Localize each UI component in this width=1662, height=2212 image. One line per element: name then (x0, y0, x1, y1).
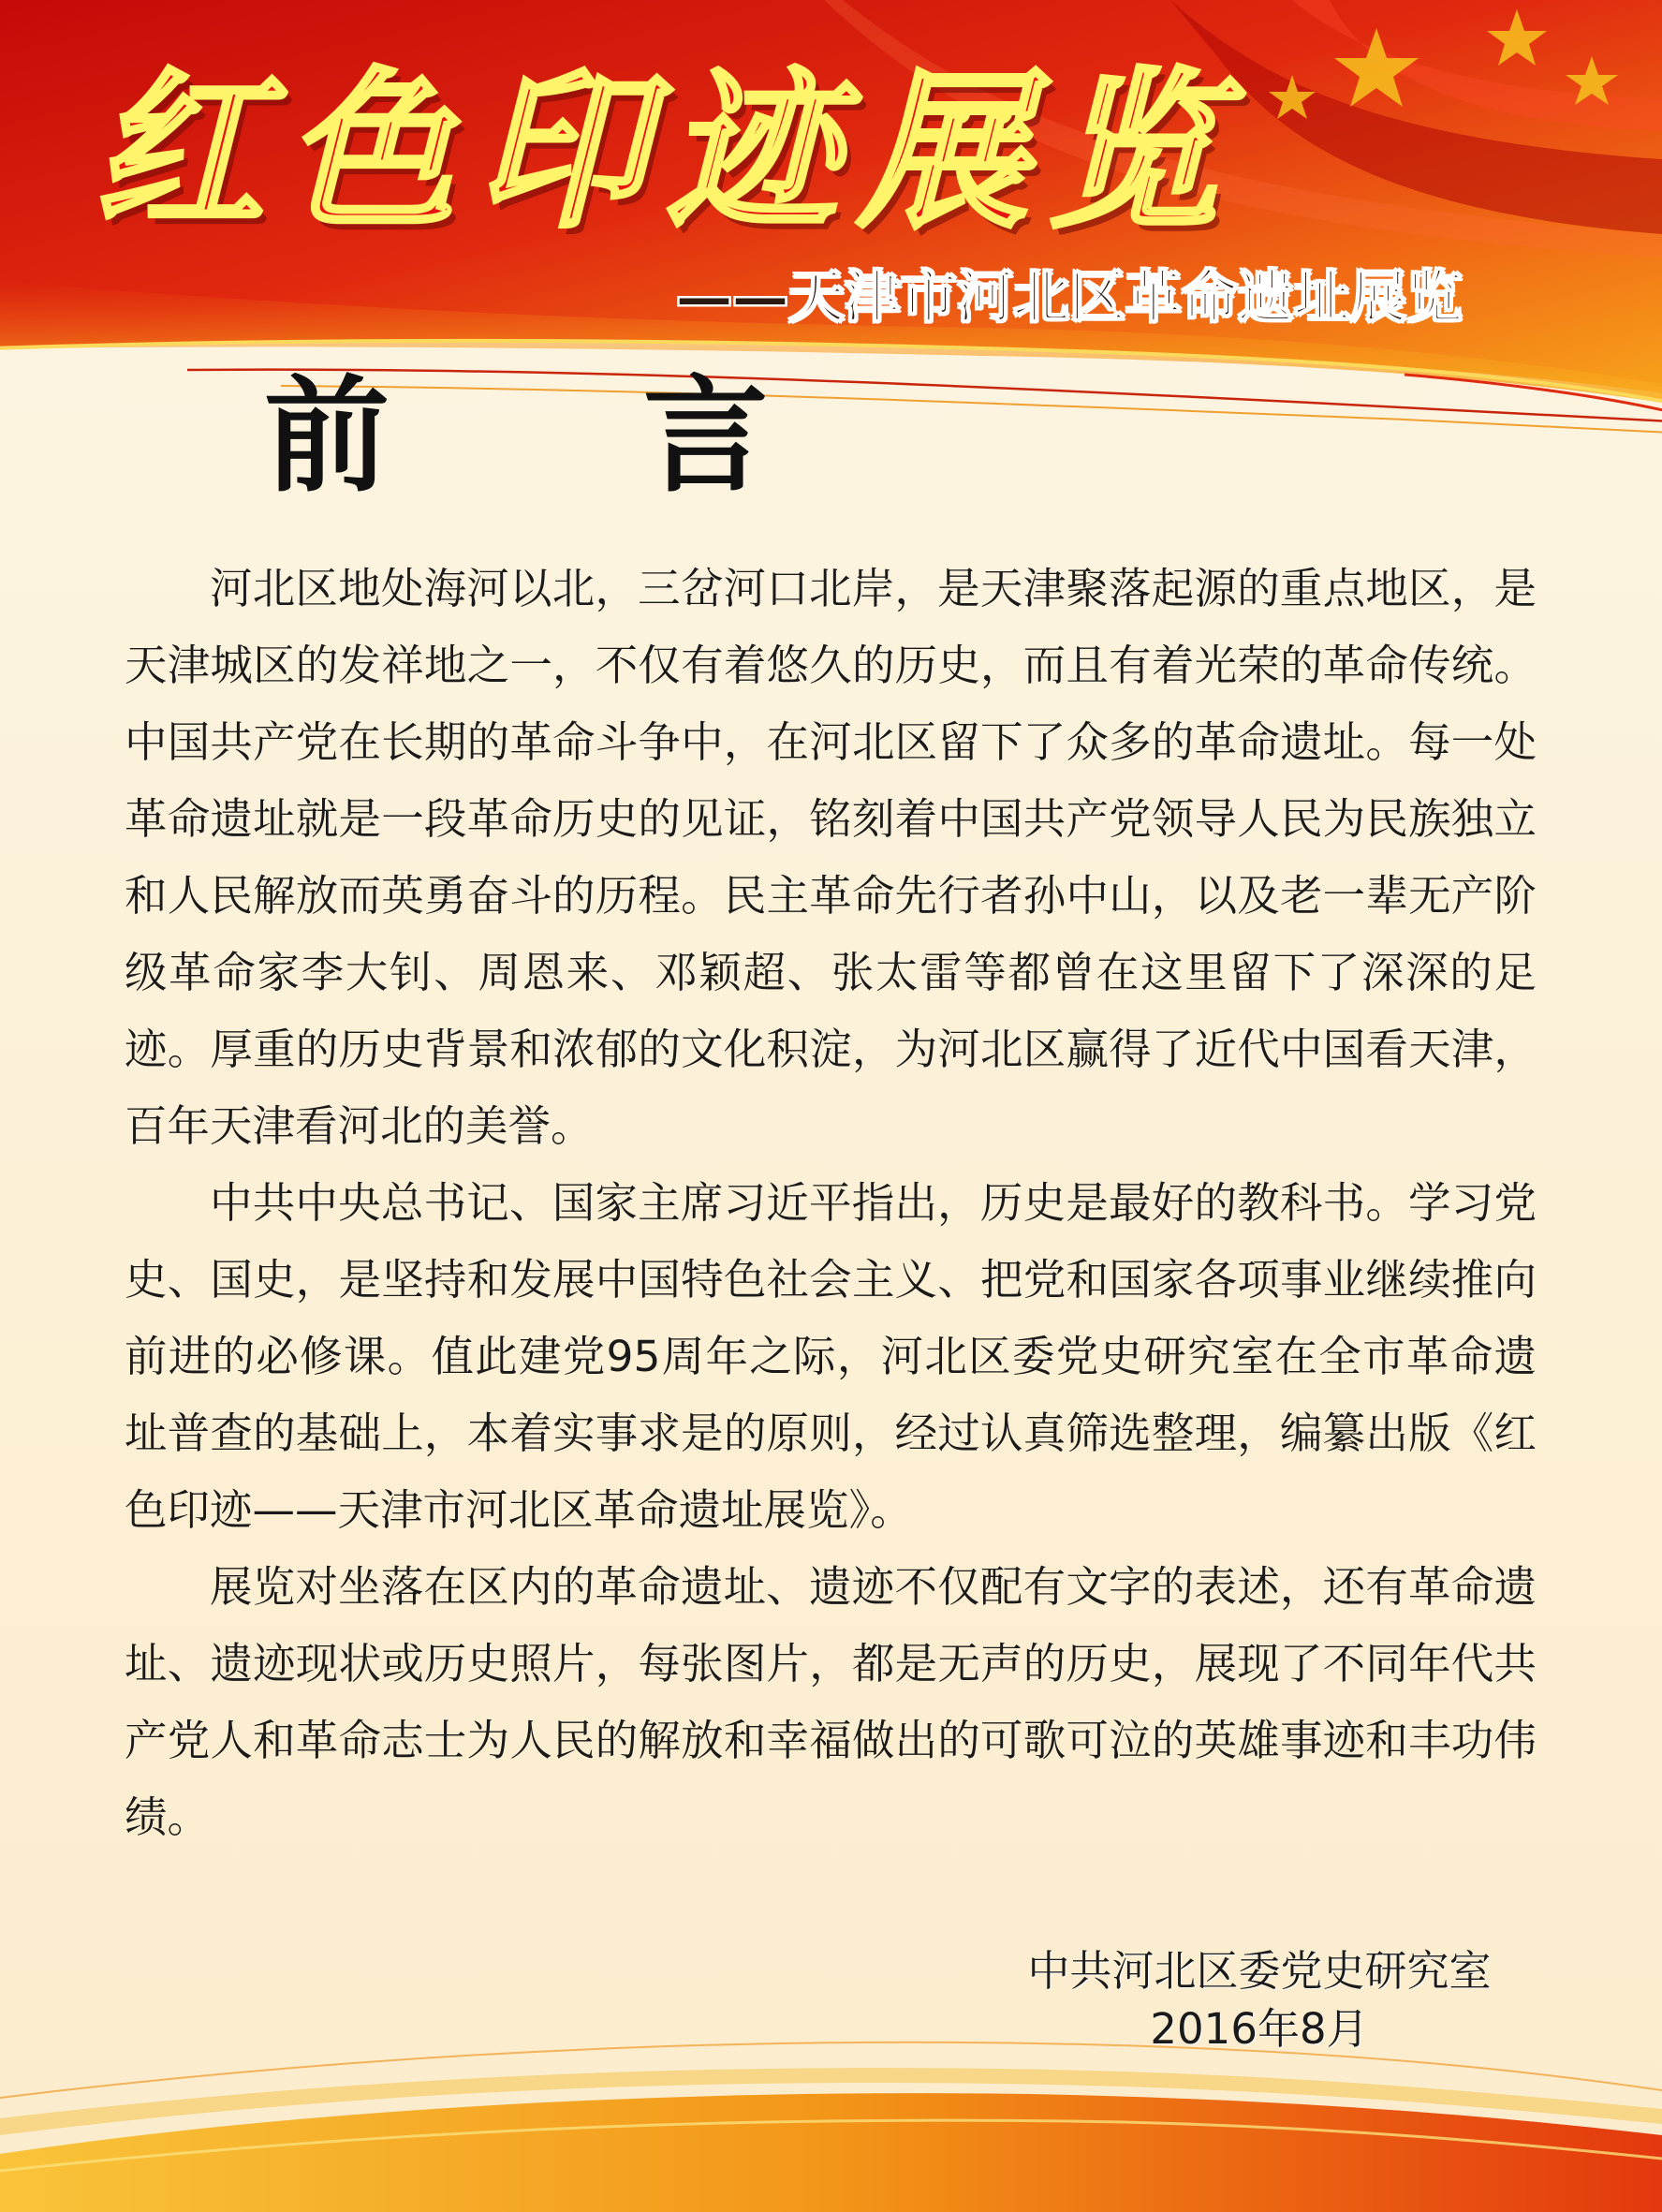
preface-heading: 前 言 (264, 361, 874, 509)
signature-block (1004, 1942, 1515, 2058)
subtitle: ——天津市河北区革命遗址展览 (676, 265, 1463, 331)
main-title: 红色印迹展览 (94, 51, 1240, 251)
preface-paragraph-2: 中共中央总书记、国家主席习近平指出，历史是最好的教科书。学习党史、国史，是坚持和发展中国特色社会主义、把党和国家各项事业继续推向前进的必修课。值此建党95周年之际，河北区委党史研究室在全市革命遗址普查的基础上，本着实事求是的原则，经过认真筛选整理，编纂出版《红色印迹——天津市河北区革命遗址展览》。 (125, 1178, 1537, 1535)
preface-paragraph-1: 河北区地处海河以北，三岔河口北岸，是天津聚落起源的重点地区，是天津城区的发祥地之一，不仅有着悠久的历史，而且有着光荣的革命传统。中国共产党在长期的革命斗争中，在河北区留下了众多的革命遗址。每一处革命遗址就是一段革命历史的见证，铭刻着中国共产党领导人民为民族独立和人民解放而英勇奋斗的历程。民主革命先行者孙中山，以及老一辈无产阶级革命家李大钊、周恩来、邓颖超、张太雷等都曾在这里留下了深深的足迹。厚重的历史背景和浓郁的文化积淀，为河北区赢得了近代中国看天津，百年天津看河北的美誉。 (125, 564, 1537, 1151)
signature-date: 2016年8月 (1150, 2004, 1369, 2054)
signature-organization: 中共河北区委党史研究室 (1027, 1946, 1492, 1996)
preface-paragraph-3: 展览对坐落在区内的革命遗址、遗迹不仅配有文字的表述，还有革命遗址、遗迹现状或历史照片，每张图片，都是无声的历史，展现了不同年代共产党人和革命志士为人民的解放和幸福做出的可歌可泣的英雄事迹和丰功伟绩。 (125, 1562, 1537, 1842)
preface-body (125, 551, 1537, 1856)
